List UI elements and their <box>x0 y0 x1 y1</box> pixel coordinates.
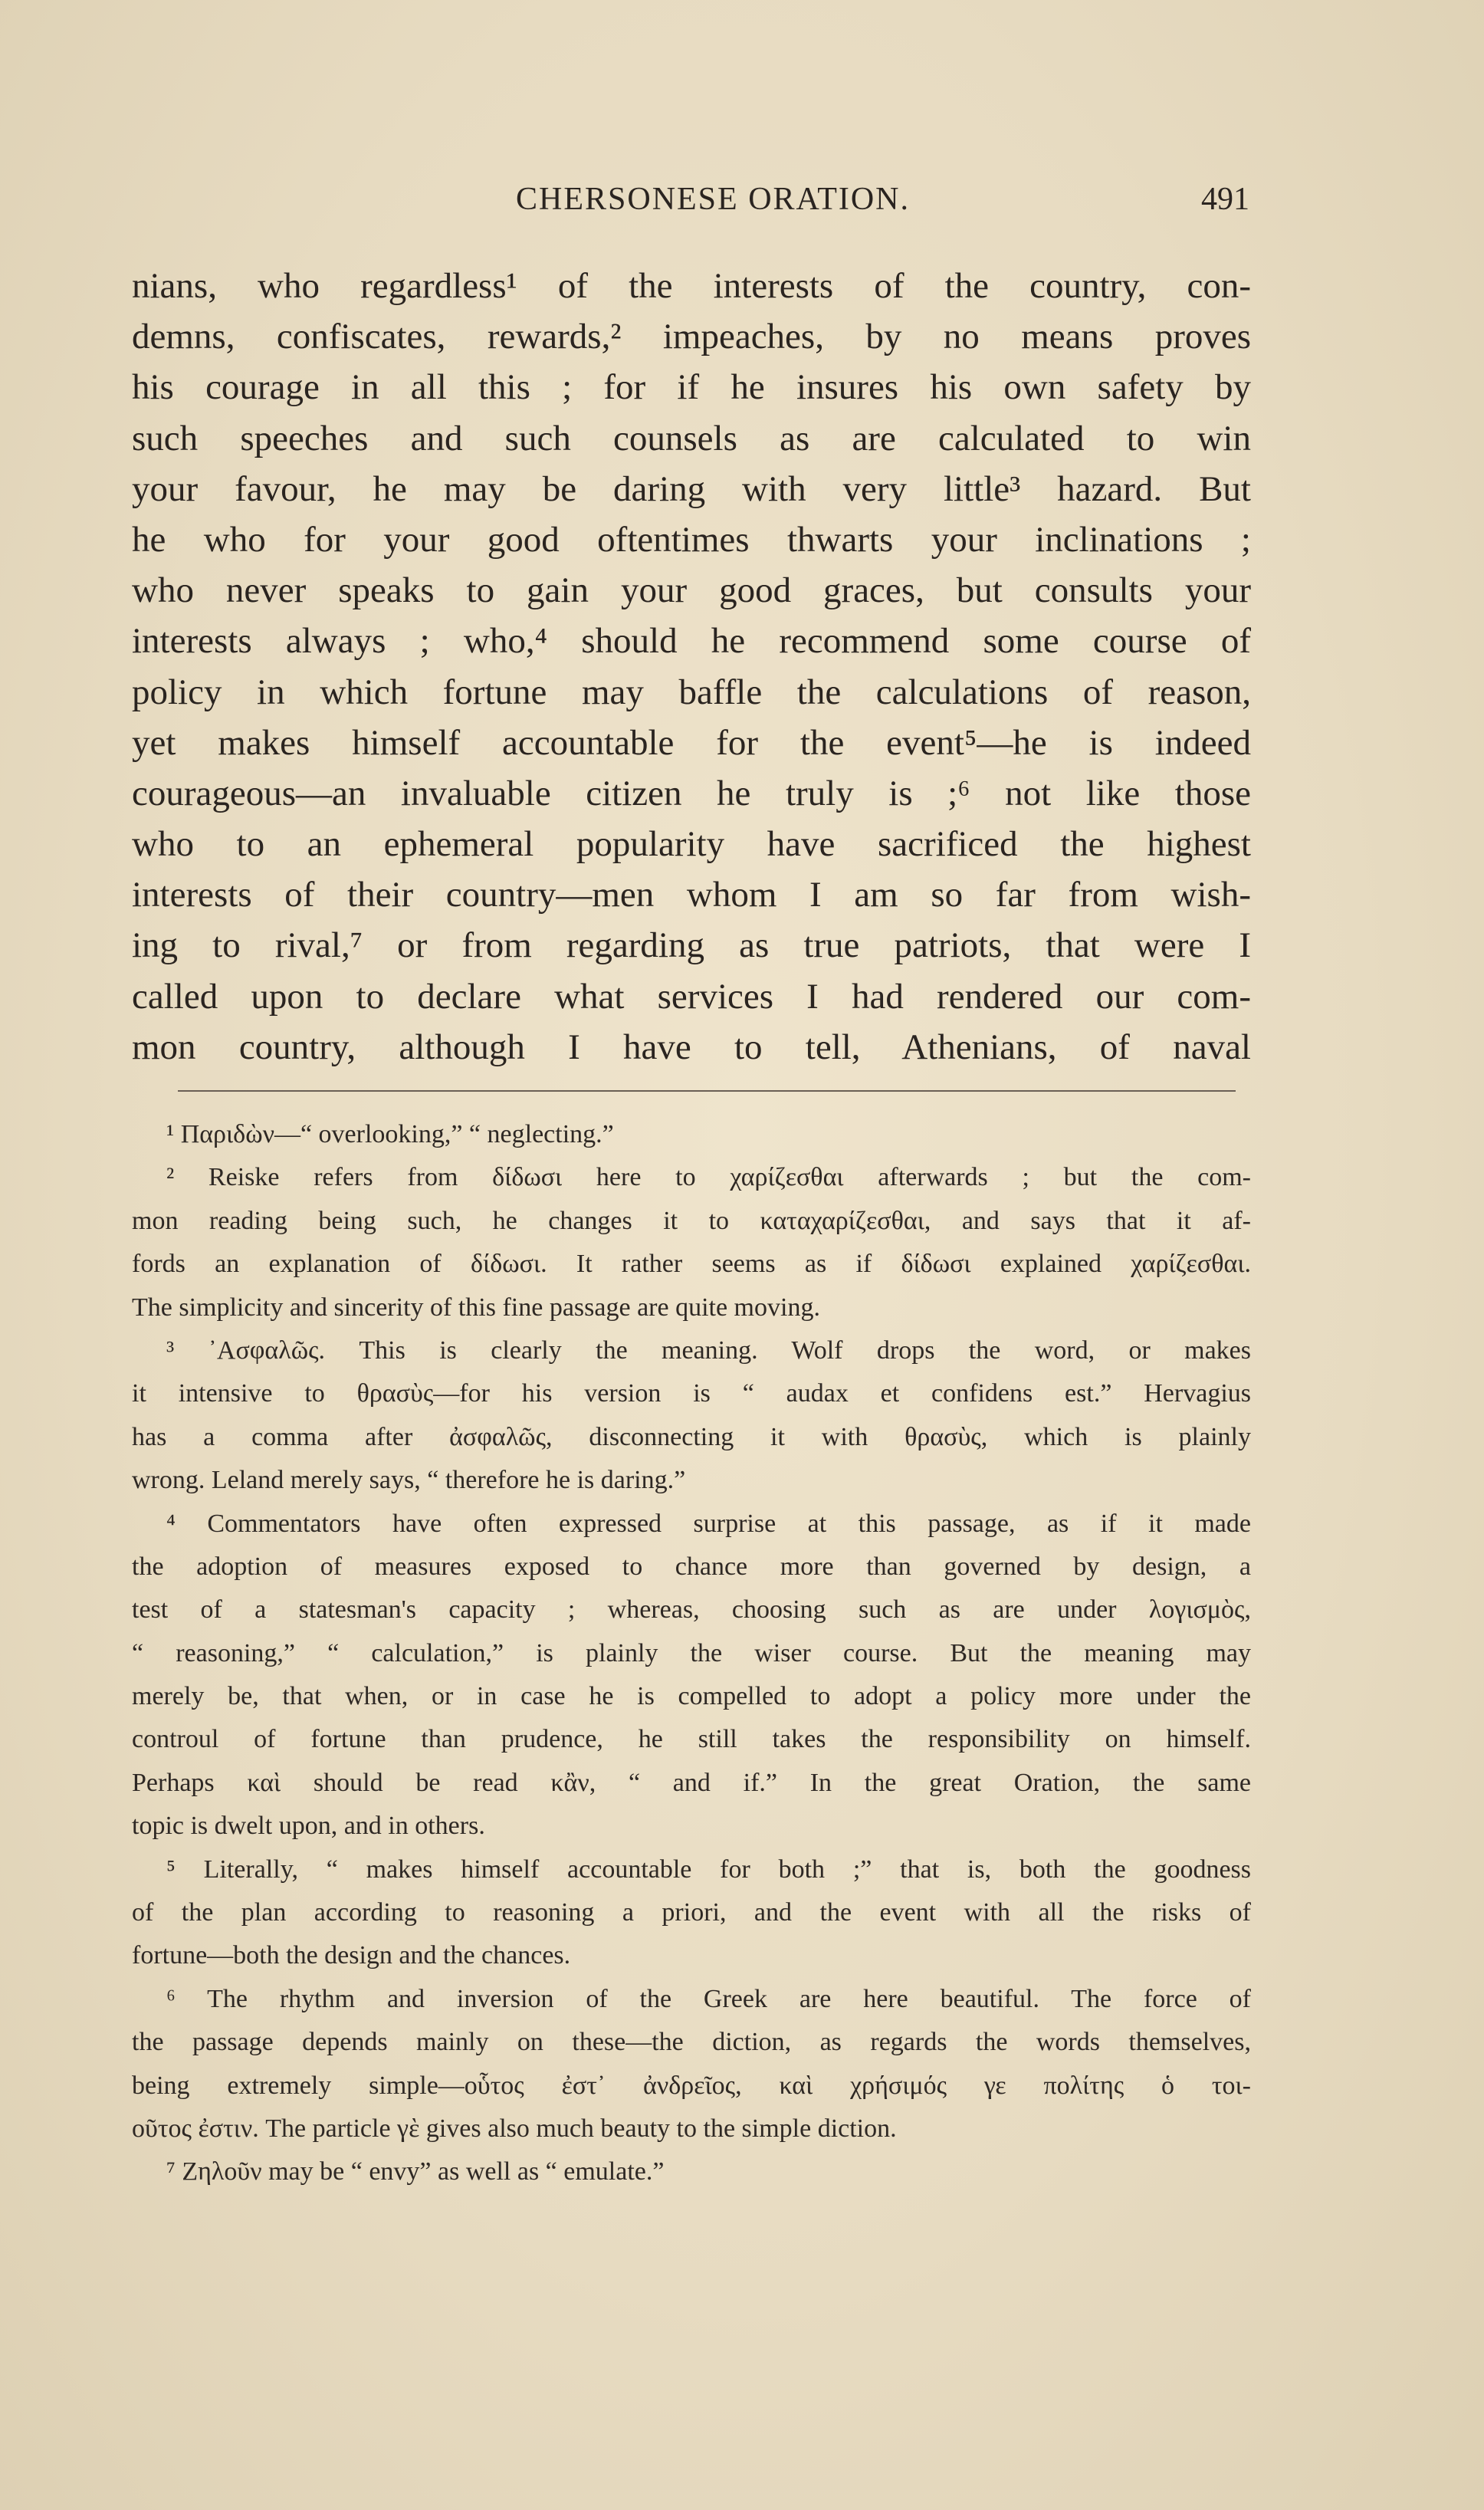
text-line: he who for your good oftentimes thwarts your inclinations ; <box>132 519 1251 560</box>
footnote-2 <box>132 1156 1251 1329</box>
footnote-line: the passage depends mainly on these—the diction, as regards the words themselves, <box>132 2028 1251 2057</box>
footnote-line: being extremely simple—οὗτος ἐστ᾿ ἀνδρεῖος, καὶ χρήσιμός γε πολίτης ὁ τοι- <box>132 2071 1251 2100</box>
footnote-line: ¹ Παριδὼν—“ overlooking,” “ neglecting.” <box>166 1120 614 1148</box>
footnote-line: mon reading being such, he changes it to καταχαρίζεσθαι, and says that it af- <box>132 1206 1251 1235</box>
footnote-1 <box>132 1113 1251 1156</box>
footnote-line: fortune—both the design and the chances. <box>132 1941 571 1970</box>
footnote-line: fords an explanation of δίδωσι. It rather seems as if δίδωσι explained χαρίζεσθαι. <box>132 1250 1251 1279</box>
text-line: yet makes himself accountable for the event⁵—he is indeed <box>132 722 1251 763</box>
footnote-line: ⁵ Literally, “ makes himself accountable for both ;” that is, both the goodness <box>166 1855 1251 1884</box>
text-line: your favour, he may be daring with very little³ hazard. But <box>132 468 1251 509</box>
footnote-line: wrong. Leland merely says, “ therefore he is daring.” <box>132 1466 686 1495</box>
footnote-line: “ reasoning,” “ calculation,” is plainly the wiser course. But the meaning may <box>132 1638 1251 1667</box>
text-line: mon country, although I have to tell, Athenians, of naval <box>132 1027 1251 1067</box>
footnotes <box>132 1113 1251 2194</box>
footnote-4 <box>132 1503 1251 1848</box>
footnote-7 <box>132 2150 1251 2193</box>
page-number: 491 <box>1201 182 1249 217</box>
text-line: demns, confiscates, rewards,² impeaches, by no means proves <box>132 317 1251 357</box>
footnote-rule <box>178 1090 1236 1092</box>
footnote-line: the adoption of measures exposed to chance more than governed by design, a <box>132 1552 1251 1581</box>
footnote-line: merely be, that when, or in case he is compelled to adopt a policy more under the <box>132 1682 1251 1711</box>
text-line: such speeches and such counsels as are calculated to win <box>132 418 1251 458</box>
footnote-line: controul of fortune than prudence, he still takes the responsibility on himself. <box>132 1725 1251 1754</box>
footnote-5 <box>132 1848 1251 1978</box>
main-text <box>132 261 1251 1073</box>
footnote-6 <box>132 1978 1251 2151</box>
footnote-line: ⁴ Commentators have often expressed surprise at this passage, as if it made <box>166 1509 1251 1538</box>
text-line: policy in which fortune may baffle the calculations of reason, <box>132 672 1251 712</box>
text-line: interests always ; who,⁴ should he recommend some course of <box>132 621 1251 662</box>
footnote-3 <box>132 1329 1251 1503</box>
footnote-line: has a comma after ἀσφαλῶς, disconnecting it with θρασὺς, which is plainly <box>132 1422 1251 1451</box>
footnote-line: οῦτος ἐστιν. The particle γὲ gives also much beauty to the simple diction. <box>132 2114 897 2143</box>
footnote-line: ⁶ The rhythm and inversion of the Greek are here beautiful. The force of <box>166 1984 1251 2013</box>
footnote-line: The simplicity and sincerity of this fine passage are quite moving. <box>132 1293 820 1322</box>
footnote-line: ⁷ Ζηλοῦν may be “ envy” as well as “ emulate.” <box>166 2157 665 2186</box>
page-header <box>176 181 1249 235</box>
text-line: who to an ephemeral popularity have sacrificed the highest <box>132 824 1251 865</box>
footnote-line: of the plan according to reasoning a priori, and the event with all the risks of <box>132 1898 1251 1927</box>
footnote-line: ² Reiske refers from δίδωσι here to χαρίζεσθαι afterwards ; but the com- <box>166 1163 1251 1192</box>
text-line: who never speaks to gain your good graces, but consults your <box>132 570 1251 611</box>
text-line: nians, who regardless¹ of the interests of the country, con- <box>132 266 1251 306</box>
running-title: CHERSONESE ORATION. <box>515 182 911 217</box>
footnote-line: Perhaps καὶ should be read κἂν, “ and if.” In the great Oration, the same <box>132 1768 1251 1797</box>
text-line: his courage in all this ; for if he insures his own safety by <box>132 367 1251 408</box>
footnote-line: topic is dwelt upon, and in others. <box>132 1812 485 1841</box>
footnote-line: ³ ᾿Ασφαλῶς. This is clearly the meaning. Wolf drops the word, or makes <box>166 1335 1251 1365</box>
text-line: courageous—an invaluable citizen he truly is ;⁶ not like those <box>132 773 1251 813</box>
text-line: interests of their country—men whom I am so far from wish- <box>132 875 1251 915</box>
footnote-line: test of a statesman's capacity ; whereas, choosing such as are under λογισμὸς, <box>132 1595 1251 1625</box>
text-line: called upon to declare what services I had rendered our com- <box>132 976 1251 1017</box>
text-line: ing to rival,⁷ or from regarding as true patriots, that were I <box>132 925 1251 966</box>
footnote-line: it intensive to θρασὺς—for his version is “ audax et confidens est.” Hervagius <box>132 1379 1251 1408</box>
